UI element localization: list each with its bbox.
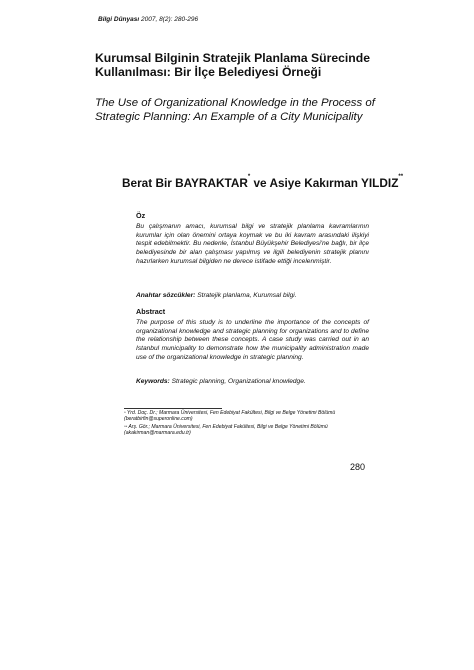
author-2-mark: ** [398, 174, 404, 180]
page-number: 280 [350, 462, 366, 472]
journal-citation [98, 16, 198, 23]
abstract-keywords-label: Keywords: [136, 378, 170, 385]
author-1: Berat Bir BAYRAKTAR [122, 176, 248, 190]
footnote-1 [124, 410, 374, 423]
abstract-keywords-text: Strategic planning, Organizational knowledge. [171, 378, 306, 385]
author-line [122, 176, 403, 190]
footnote-1-text: Yrd. Doç. Dr.; Marmara Üniversitesi, Fen Edebiyat Fakültesi, Bilgi ve Belge Yönetimi Bölümü (beratbirfin@superonline.com) [124, 410, 336, 423]
abstract-keywords [136, 378, 306, 385]
oz-keywords [136, 292, 297, 299]
footnote-2 [124, 424, 374, 437]
footnote-2-text: Arş. Gör.; Marmara Üniversitesi, Fen Edebiyat Fakültesi, Bilgi ve Belge Yönetimi Bölümü (akakirman@marmara.edu.tr) [124, 424, 328, 437]
oz-text: Bu çalışmanın amacı, kurumsal bilgi ve stratejik planlama kavramlarının kurumlar için olan önemini ortaya koymak ve bu iki kavram arasındaki ilişkiyi tespit edebilmektir. Bu nedenle, İstanbul Büyükşehir Belediyesi'ne bağlı, bir ilçe belediyesinde bir alan çalışması yapılmış ve ilgili belediyenin stratejik planını hazırlarken kurumsal bilgiden ne derece istifade ettiği incelenmiştir. [136, 223, 369, 265]
author-2: Asiye Kakırman YILDIZ [269, 176, 399, 190]
journal-name: Bilgi Dünyası [98, 16, 140, 23]
abstract-heading: Abstract [136, 307, 166, 316]
abstract-text: The purpose of this study is to underline the importance of the concepts of organizational knowledge and strategic planning for organizations and to define the relationship between these concepts. A case study was carried out in an Istanbul municipality to demonstrate how the municipality administration made use of the organizational knowledge in strategic planning. [136, 319, 369, 361]
oz-keywords-label: Anahtar sözcükler: [136, 292, 196, 299]
oz-keywords-text: Stratejik planlama, Kurumsal bilgi. [197, 292, 297, 299]
footnote-divider [124, 408, 222, 409]
title-turkish: Kurumsal Bilginin Stratejik Planlama Sürecinde Kullanılması: Bir İlçe Belediyesi Örneği [95, 51, 370, 79]
oz-heading: Öz [136, 211, 146, 220]
footnote-1-mark: * [124, 410, 126, 415]
author-connector: ve [250, 176, 270, 190]
author-1-mark: * [247, 174, 251, 180]
journal-volume: 2007, 8(2): 280-296 [141, 16, 199, 23]
title-english: The Use of Organizational Knowledge in the Process of Strategic Planning: An Example of a City Municipality [95, 97, 375, 123]
footnote-2-mark: ** [124, 424, 128, 429]
